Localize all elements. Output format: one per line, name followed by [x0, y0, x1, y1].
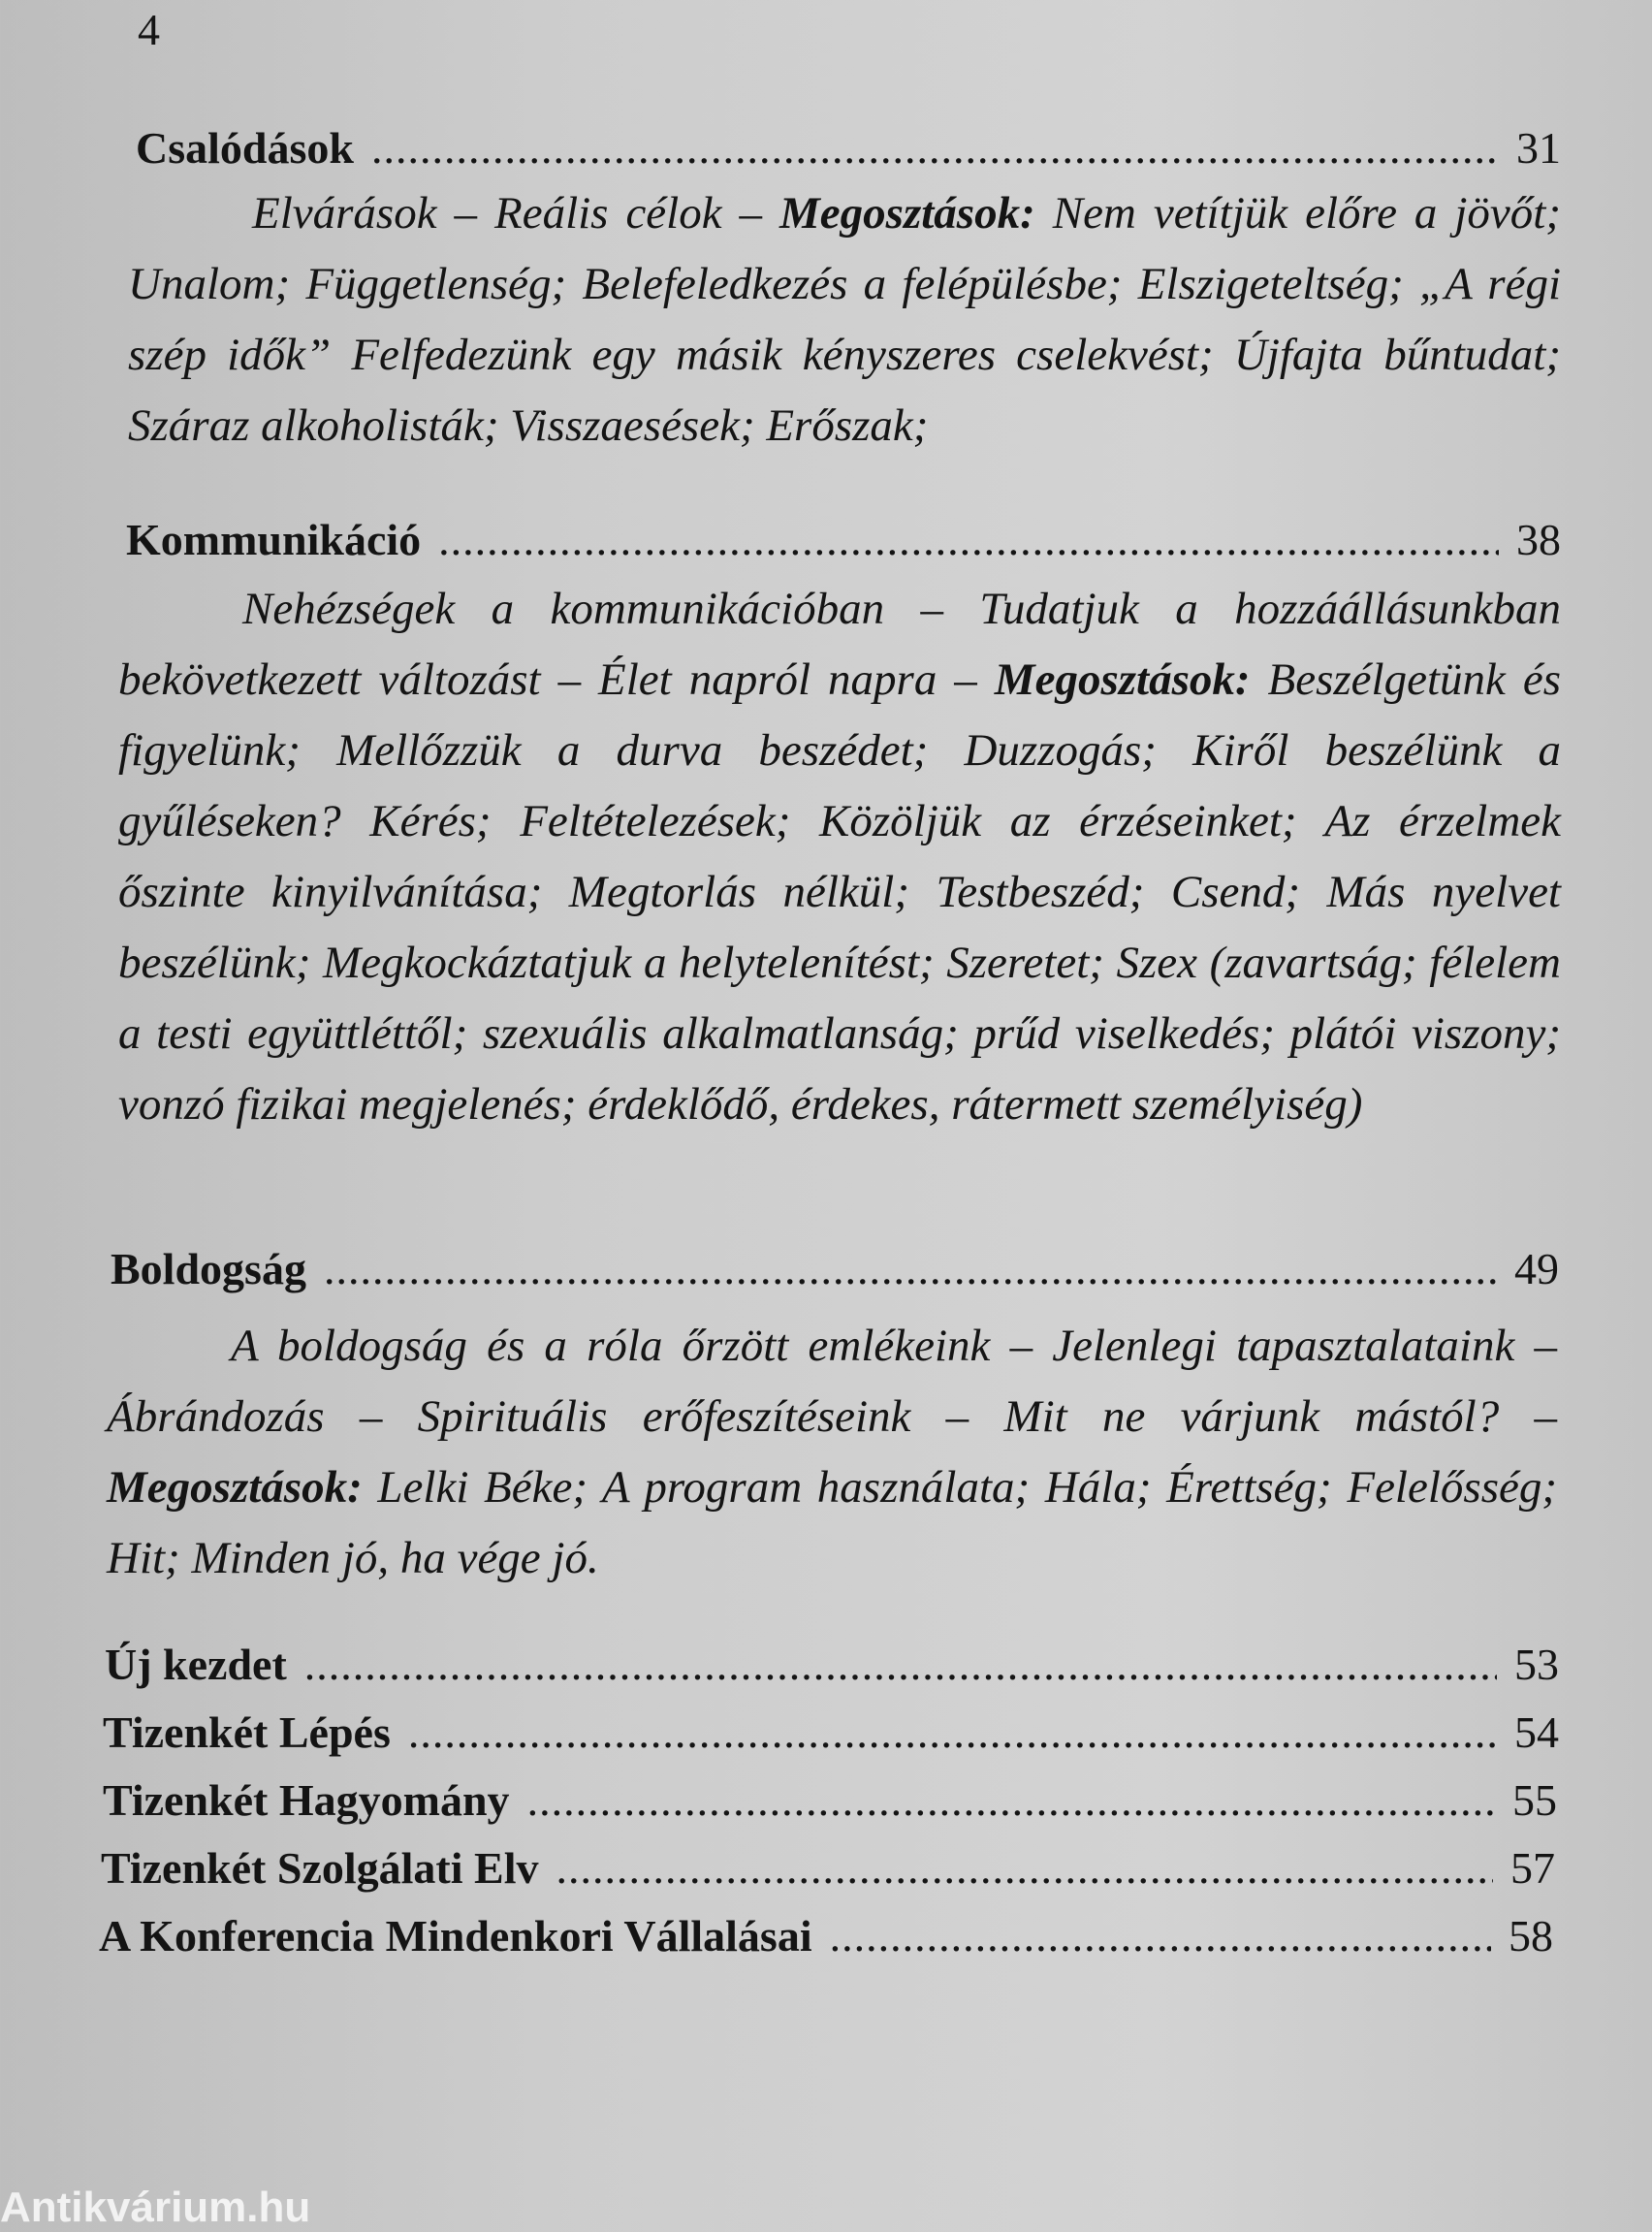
description-label: Megosztások:: [107, 1462, 363, 1513]
description-text: Elvárások – Reális célok –: [252, 188, 780, 239]
description-text: Nem vetítjük előre a jövőt; Unalom; Függetlenség; Belefeledkezés a felépülésbe; Elszigeteltség; „A régi szép idők” Felfedezünk egy másik kényszeres cselekvést; Újfajta bűntudat; Száraz alkoholisták; Visszaesések; Erőszak;: [128, 188, 1561, 451]
toc-entry-description: [128, 178, 1561, 462]
toc-entry-title: Tizenkét Szolgálati Elv: [101, 1843, 539, 1893]
toc-entry-page: 57: [1510, 1843, 1555, 1893]
toc-entry-title: Boldogság: [111, 1244, 306, 1293]
dot-leader: [556, 1842, 1494, 1894]
page-number: 4: [138, 5, 160, 54]
dot-leader: [408, 1706, 1497, 1758]
description-label: Megosztások:: [779, 188, 1035, 239]
toc-entry-uj-kezdet: [105, 1639, 1559, 1690]
toc-entry-page: 53: [1514, 1640, 1559, 1689]
description-text: Beszélgetünk és figyelünk; Mellőzzük a durva beszédet; Duzzogás; Kiről beszélünk a gyűléseken? Kérés; Feltételezések; Közöljük az érzéseinket; Az érzelmek őszinte kinyilvánítása; Megtorlás nélkül; Testbeszéd; Csend; Más nyelvet beszélünk; Megkockáztatjuk a helytelenítést; Szeretet; Szex (zavartság; félelem a testi együttléttől; szexuális alkalmatlanság; prűd viselkedés; plátói viszony; vonzó fizikai megjelenés; érdeklődő, érdekes, rátermett személyiség): [118, 654, 1561, 1130]
toc-entry-page: 31: [1516, 123, 1561, 173]
toc-entry-page: 55: [1512, 1775, 1557, 1825]
dot-leader: [304, 1639, 1497, 1690]
dot-leader: [527, 1774, 1495, 1826]
toc-entry-page: 38: [1516, 515, 1561, 564]
toc-entry-title: Csalódások: [136, 123, 354, 173]
dot-leader: [324, 1243, 1497, 1294]
toc-entry-title: Kommunikáció: [126, 515, 422, 564]
description-text: Lelki Béke; A program használata; Hála; Érettség; Felelősség; Hit; Minden jó, ha vége jó.: [107, 1462, 1557, 1583]
description-text: Nehézségek a kommunikációban – Tudatjuk a hozzáállásunkban bekövetkezett változást – Élet napról napra –: [118, 584, 1561, 705]
dot-leader: [371, 122, 1499, 174]
toc-entry-title: Tizenkét Hagyomány: [103, 1775, 510, 1825]
toc-entry-tizenket-lepes: [103, 1706, 1559, 1758]
toc-entry-konferencia-vallalasai: [99, 1910, 1553, 1961]
toc-entry-title: Új kezdet: [105, 1640, 287, 1689]
toc-entry-tizenket-hagyomany: [103, 1774, 1557, 1826]
toc-entry-boldogsag: [111, 1243, 1559, 1294]
toc-entry-page: 54: [1514, 1707, 1559, 1757]
watermark: Antikvárium.hu: [0, 2184, 311, 2231]
toc-entry-tizenket-szolgalati-elv: [101, 1842, 1555, 1894]
description-label: Megosztások:: [994, 654, 1251, 705]
toc-entry-page: 49: [1514, 1244, 1559, 1293]
toc-entry-page: 58: [1509, 1911, 1553, 1961]
toc-entry-title: Tizenkét Lépés: [103, 1707, 391, 1757]
dot-leader: [438, 514, 1499, 565]
toc-entry-title: A Konferencia Mindenkori Vállalásai: [99, 1911, 812, 1961]
toc-entry-csalodasok: [136, 122, 1561, 174]
dot-leader: [830, 1910, 1491, 1961]
toc-entry-description: [118, 574, 1561, 1140]
toc-entry-description: [107, 1311, 1557, 1594]
description-text: A boldogság és a róla őrzött emlékeink – Jelenlegi tapasztalataink – Ábrándozás – Spirituális erőfeszítéseink – Mit ne várjunk mástól? –: [107, 1321, 1557, 1442]
toc-entry-kommunikacio: [126, 514, 1561, 565]
